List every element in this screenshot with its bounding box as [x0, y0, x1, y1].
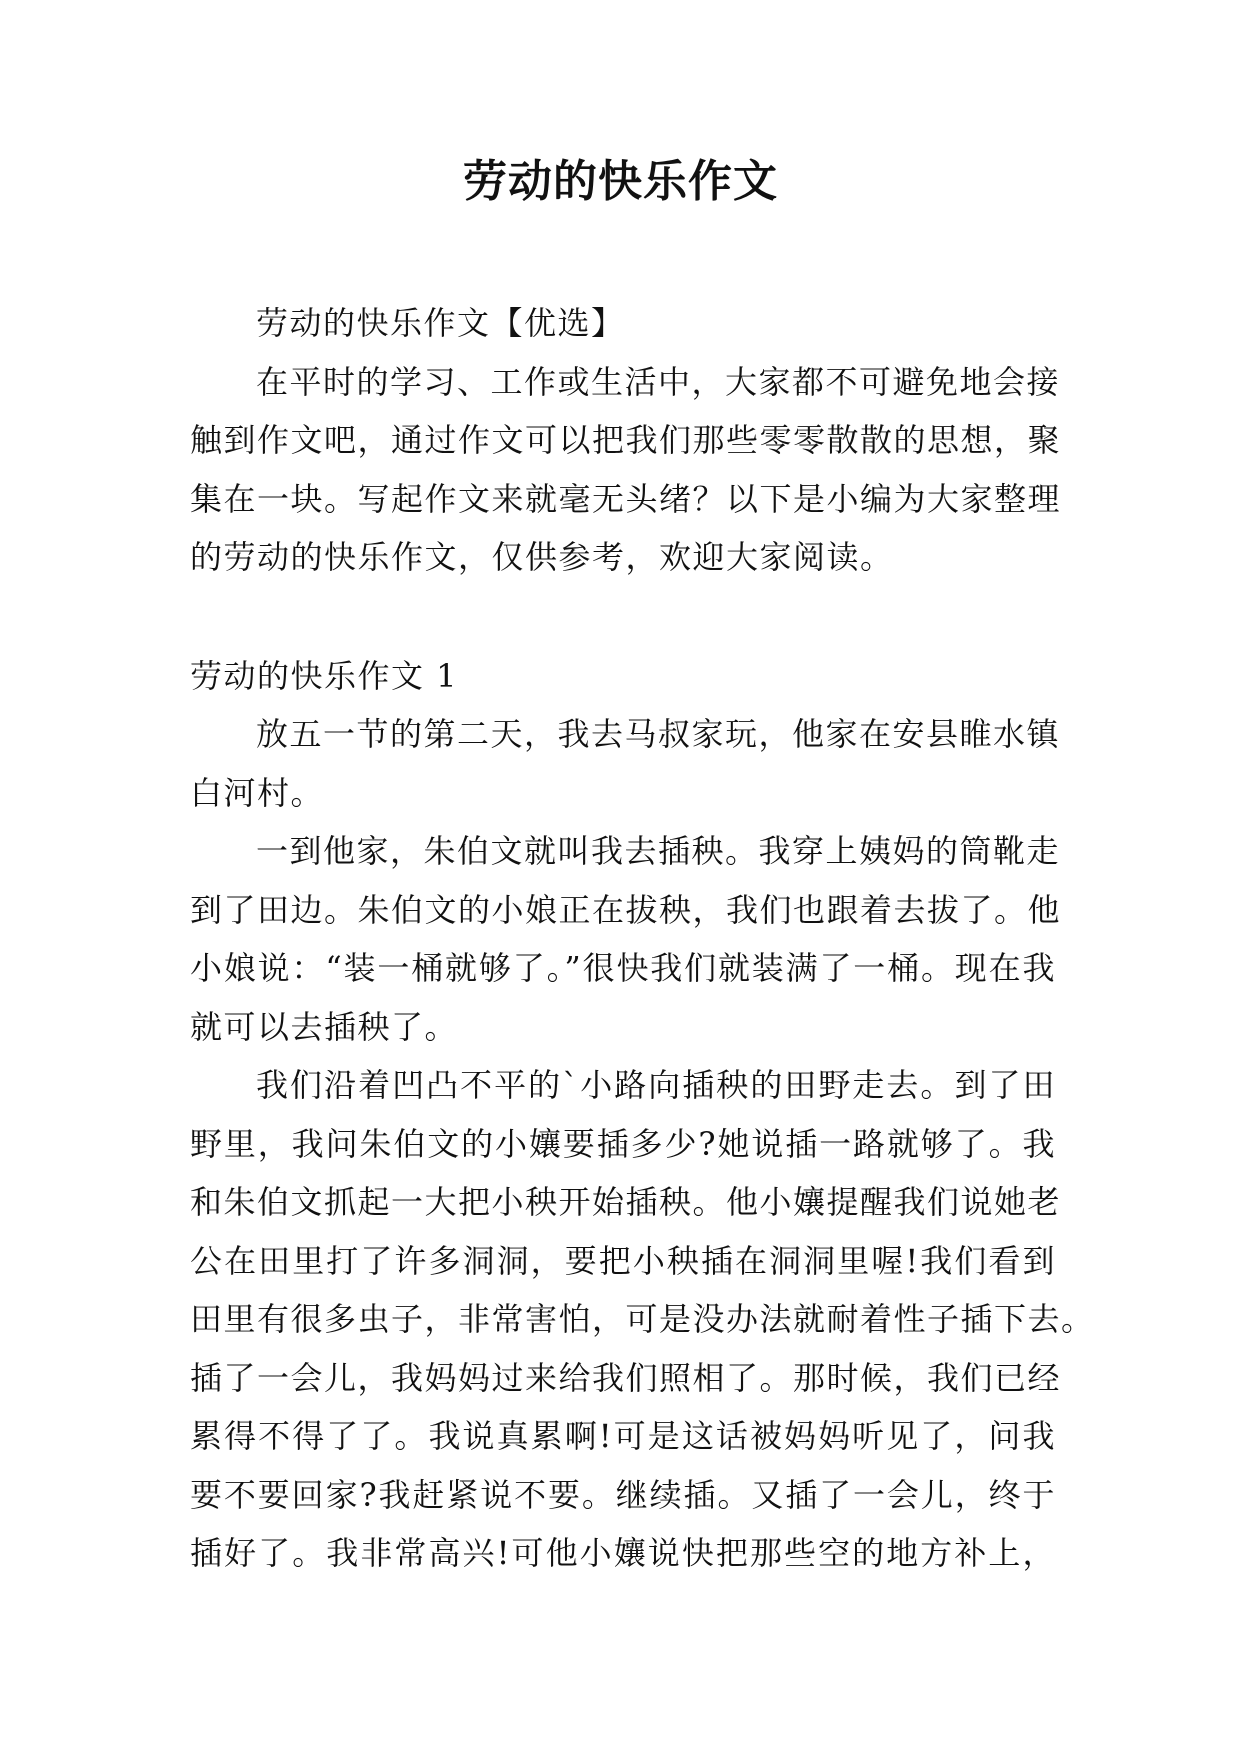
- paragraph-line: 到了田边。朱伯文的小娘正在拔秧，我们也跟着去拔了。他: [190, 890, 1062, 929]
- paragraph-line: 要不要回家?我赶紧说不要。继续插。又插了一会儿，终于: [190, 1475, 1056, 1514]
- intro-paragraph: [190, 353, 1062, 587]
- document-body: [190, 294, 1095, 1583]
- paragraph-line: 和朱伯文抓起一大把小秧开始插秧。他小孃提醒我们说她老: [190, 1183, 1062, 1221]
- section-spacer: [190, 587, 1056, 647]
- paragraph-line: 集在一块。写起作文来就毫无头绪？以下是小编为大家整理: [190, 479, 1062, 518]
- section-heading: 劳动的快乐作文 1: [190, 656, 459, 695]
- paragraph-line: 就可以去插秧了。: [190, 1007, 459, 1046]
- paragraph-line: 插了一会儿，我妈妈过来给我们照相了。那时候，我们已经: [190, 1358, 1062, 1397]
- paragraph-line: 插好了。我非常高兴!可他小孃说快把那些空的地方补上，: [190, 1534, 1056, 1572]
- paragraph-line: 小娘说：“装一桶就够了。”很快我们就装满了一桶。现在我: [190, 949, 1056, 987]
- paragraph-line: 公在田里打了许多洞洞，要把小秧插在洞洞里喔!我们看到: [190, 1241, 1056, 1280]
- paragraph-line: 野里，我问朱伯文的小孃要插多少?她说插一路就够了。我: [190, 1124, 1056, 1163]
- paragraph-line: 我们沿着凹凸不平的`小路向插秧的田野走去。到了田: [256, 1066, 1056, 1104]
- intro-heading: 劳动的快乐作文【优选】: [256, 304, 625, 342]
- paragraph-line: 一到他家，朱伯文就叫我去插秧。我穿上姨妈的筒靴走: [256, 832, 1061, 870]
- paragraph-line: 触到作文吧，通过作文可以把我们那些零零散散的思想，聚: [190, 421, 1062, 459]
- paragraph-line: 累得不得了了。我说真累啊!可是这话被妈妈听见了，问我: [190, 1417, 1056, 1455]
- paragraph-line: 放五一节的第二天，我去马叔家玩，他家在安县睢水镇: [256, 715, 1061, 753]
- paragraph-3: [190, 1056, 1095, 1583]
- paragraph-line: 的劳动的快乐作文，仅供参考，欢迎大家阅读。: [190, 538, 894, 576]
- document-title: 劳动的快乐作文: [463, 156, 778, 207]
- paragraph-line: 田里有很多虫子，非常害怕，可是没办法就耐着性子插下去。: [190, 1300, 1095, 1338]
- paragraph-line: 白河村。: [190, 773, 325, 812]
- paragraph-line: 在平时的学习、工作或生活中，大家都不可避免地会接: [256, 362, 1061, 401]
- paragraph-2: [190, 822, 1062, 1056]
- paragraph-1: [190, 705, 1061, 822]
